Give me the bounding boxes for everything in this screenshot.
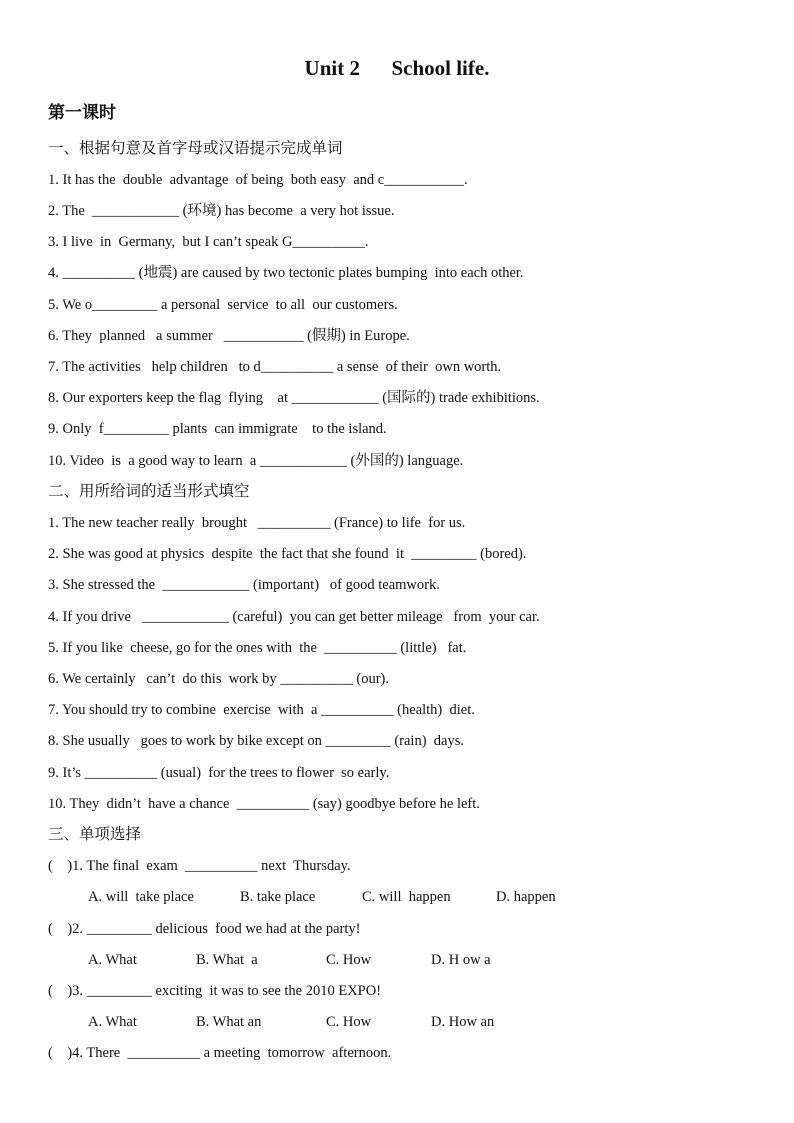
section-1-heading: 一、根据句意及首字母或汉语提示完成单词 — [48, 139, 343, 157]
s3-q1-option-a: A. will take place — [88, 889, 194, 905]
s3-q1-option-b: B. take place — [240, 889, 316, 905]
s3-q3-option-d: D. How an — [431, 1014, 495, 1030]
s3-question-4: ( )4. There __________ a meeting tomorrow afternoon. — [48, 1045, 392, 1061]
s1-item-6: 6. They planned a summer ___________ (假期) in Europe. — [48, 328, 410, 344]
s3-q2-option-a: A. What — [88, 952, 137, 968]
lesson-label: 第一课时 — [48, 103, 116, 123]
s1-item-10: 10. Video is a good way to learn a ____________ (外国的) language. — [48, 453, 464, 469]
s2-item-9: 9. It’s __________ (usual) for the trees to flower so early. — [48, 765, 390, 781]
s1-item-1: 1. It has the double advantage of being both easy and c___________. — [48, 172, 468, 188]
s3-question-2: ( )2. _________ delicious food we had at the party! — [48, 921, 361, 937]
s2-item-8: 8. She usually goes to work by bike except on _________ (rain) days. — [48, 733, 464, 749]
s3-q1-option-c: C. will happen — [362, 889, 451, 905]
s1-item-5: 5. We o_________ a personal service to all our customers. — [48, 297, 398, 313]
s1-item-8: 8. Our exporters keep the flag flying at ____________ (国际的) trade exhibitions. — [48, 390, 540, 406]
s1-item-4: 4. __________ (地震) are caused by two tectonic plates bumping into each other. — [48, 265, 524, 281]
unit-title: Unit 2 School life. — [304, 56, 490, 80]
s2-item-1: 1. The new teacher really brought __________ (France) to life for us. — [48, 515, 466, 531]
s3-q3-option-c: C. How — [326, 1014, 372, 1030]
s1-item-9: 9. Only f_________ plants can immigrate to the island. — [48, 421, 387, 437]
s2-item-6: 6. We certainly can’t do this work by __________ (our). — [48, 671, 389, 687]
s1-item-3: 3. I live in Germany, but I can’t speak G__________. — [48, 234, 369, 250]
s2-item-7: 7. You should try to combine exercise with a __________ (health) diet. — [48, 702, 475, 718]
s2-item-4: 4. If you drive ____________ (careful) you can get better mileage from your car. — [48, 609, 540, 625]
s3-q2-option-c: C. How — [326, 952, 372, 968]
s2-item-5: 5. If you like cheese, go for the ones with the __________ (little) fat. — [48, 640, 467, 656]
s2-item-3: 3. She stressed the ____________ (important) of good teamwork. — [48, 577, 440, 593]
section-2-heading: 二、用所给词的适当形式填空 — [48, 482, 250, 500]
s3-q3-option-b: B. What an — [196, 1014, 262, 1030]
s3-question-3: ( )3. _________ exciting it was to see the 2010 EXPO! — [48, 983, 382, 999]
s3-q3-option-a: A. What — [88, 1014, 137, 1030]
s3-q1-option-d: D. happen — [496, 889, 556, 905]
section-3-heading: 三、单项选择 — [48, 825, 142, 843]
s1-item-7: 7. The activities help children to d__________ a sense of their own worth. — [48, 359, 502, 375]
s1-item-2: 2. The ____________ (环境) has become a very hot issue. — [48, 203, 395, 219]
s3-q2-option-d: D. H ow a — [431, 952, 491, 968]
s2-item-2: 2. She was good at physics despite the fact that she found it _________ (bored). — [48, 546, 527, 562]
s2-item-10: 10. They didn’t have a chance __________ (say) goodbye before he left. — [48, 796, 480, 812]
s3-q2-option-b: B. What a — [196, 952, 258, 968]
s3-question-1: ( )1. The final exam __________ next Thursday. — [48, 858, 351, 874]
